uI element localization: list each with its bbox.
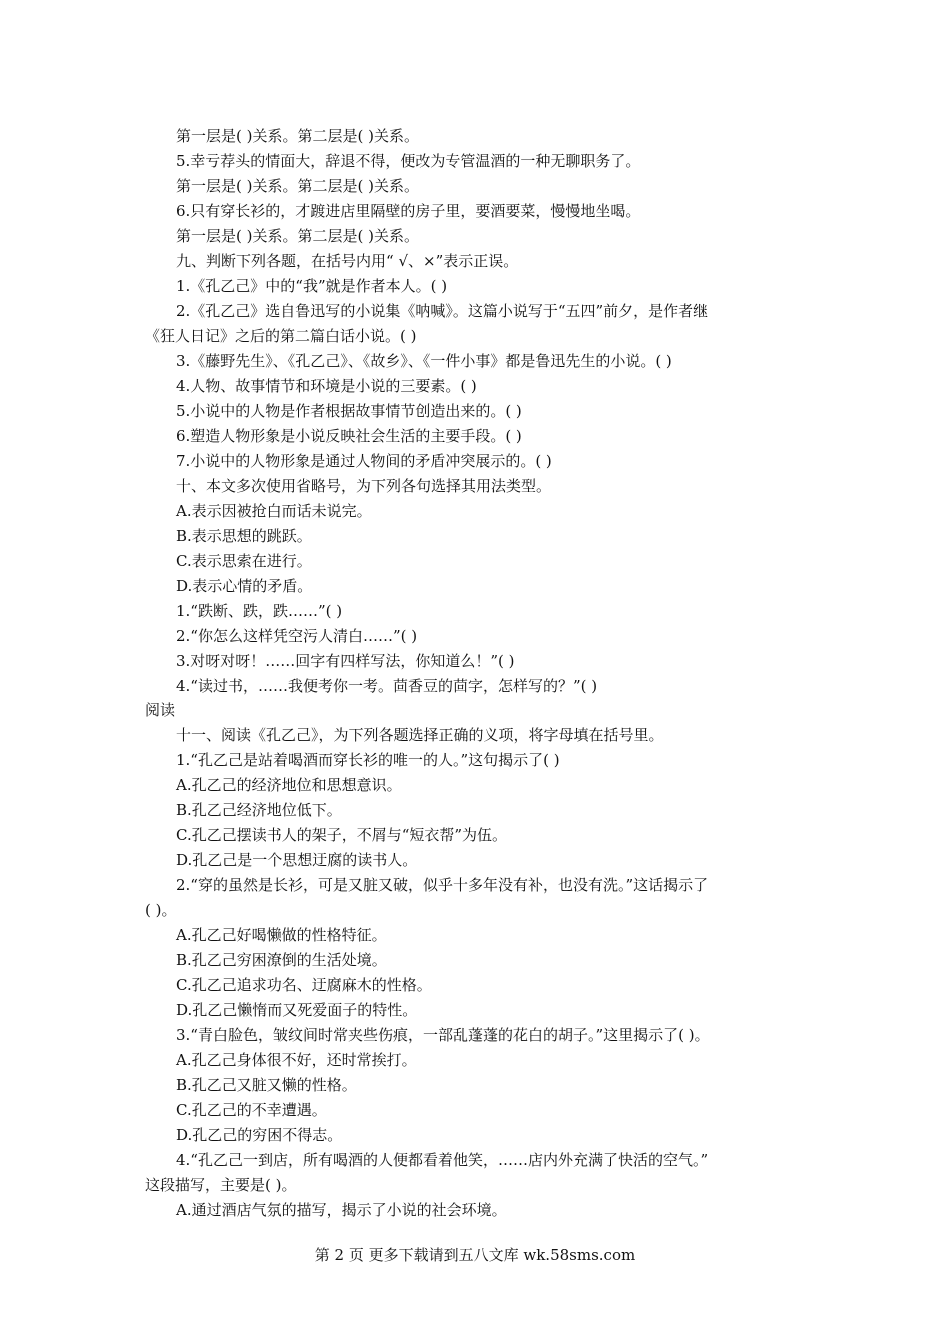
section-heading: 十、本文多次使用省略号，为下列各句选择其用法类型。 [176, 477, 552, 495]
option-line: D.孔乙己的穷困不得志。 [176, 1126, 343, 1144]
option-line: D.表示心情的矛盾。 [176, 577, 313, 595]
option-line: C.表示思索在进行。 [176, 552, 312, 570]
text-line: 2.“穿的虽然是长衫，可是又脏又破，似乎十多年没有补，也没有洗。”这话揭示了 [176, 876, 709, 894]
text-line: 6.塑造人物形象是小说反映社会生活的主要手段。( ) [176, 427, 522, 445]
text-line: 第一层是( )关系。第二层是( )关系。 [176, 227, 419, 245]
text-line: 2.《孔乙己》选自鲁迅写的小说集《呐喊》。这篇小说写于“五四”前夕，是作者继 [176, 302, 709, 320]
option-line: A.通过酒店气氛的描写，揭示了小说的社会环境。 [176, 1201, 507, 1219]
section-title: 阅读 [145, 701, 176, 719]
text-line: 6.只有穿长衫的，才踱进店里隔壁的房子里，要酒要菜，慢慢地坐喝。 [176, 202, 641, 220]
option-line: A.孔乙己好喝懒做的性格特征。 [176, 926, 387, 944]
option-line: B.孔乙己经济地位低下。 [176, 801, 342, 819]
text-line: 2.“你怎么这样凭空污人清白……”( ) [176, 627, 418, 645]
text-line: 7.小说中的人物形象是通过人物间的矛盾冲突展示的。( ) [176, 452, 552, 470]
option-line: C.孔乙己的不幸遭遇。 [176, 1101, 327, 1119]
option-line: D.孔乙己是一个思想迂腐的读书人。 [176, 851, 418, 869]
option-line: B.孔乙己又脏又懒的性格。 [176, 1076, 357, 1094]
option-line: C.孔乙己追求功名、迂腐麻木的性格。 [176, 976, 432, 994]
text-line: 4.“读过书，……我便考你一考。茴香豆的茴字，怎样写的？”( ) [176, 677, 598, 695]
text-line: 3.对呀对呀！……回字有四样写法，你知道么！”( ) [176, 652, 515, 670]
section-heading: 十一、阅读《孔乙己》，为下列各题选择正确的义项，将字母填在括号里。 [176, 726, 664, 744]
option-line: B.表示思想的跳跃。 [176, 527, 312, 545]
text-line: 4.“孔乙己一到店，所有喝酒的人便都看着他笑，……店内外充满了快活的空气。” [176, 1151, 709, 1169]
text-line: 4.人物、故事情节和环境是小说的三要素。( ) [176, 377, 477, 395]
option-line: A.孔乙己身体很不好，还时常挨打。 [176, 1051, 417, 1069]
page-footer: 第 2 页 更多下载请到五八文库 wk.58sms.com [314, 1246, 636, 1264]
text-line: 1.《孔乙己》中的“我”就是作者本人。( ) [176, 277, 448, 295]
section-heading: 九、判断下列各题，在括号内用“ √、×”表示正误。 [176, 252, 519, 270]
text-line: 3.《藤野先生》、《孔乙己》、《故乡》、《一件小事》都是鲁迅先生的小说。( ) [176, 352, 672, 370]
option-line: A.孔乙己的经济地位和思想意识。 [176, 776, 402, 794]
text-line: 第一层是( )关系。第二层是( )关系。 [176, 127, 419, 145]
option-line: B.孔乙己穷困潦倒的生活处境。 [176, 951, 387, 969]
text-line: 《狂人日记》之后的第二篇白话小说。( ) [145, 327, 417, 345]
text-line: 5.幸亏荐头的情面大，辞退不得，便改为专管温酒的一种无聊职务了。 [176, 152, 641, 170]
text-line: 5.小说中的人物是作者根据故事情节创造出来的。( ) [176, 402, 522, 420]
option-line: D.孔乙己懒惰而又死爱面子的特性。 [176, 1001, 418, 1019]
text-line: 3.“青白脸色，皱纹间时常夹些伤痕，一部乱蓬蓬的花白的胡子。”这里揭示了( )。 [176, 1026, 710, 1044]
text-line: 1.“跌断、跌，跌……”( ) [176, 602, 343, 620]
option-line: C.孔乙己摆读书人的架子，不屑与“短衣帮”为伍。 [176, 826, 508, 844]
text-line: 这段描写，主要是( )。 [145, 1176, 297, 1194]
option-line: A.表示因被抢白而话未说完。 [176, 502, 372, 520]
text-line: 1.“孔乙己是站着喝酒而穿长衫的唯一的人。”这句揭示了( ) [176, 751, 560, 769]
text-line: ( )。 [145, 901, 177, 919]
text-line: 第一层是( )关系。第二层是( )关系。 [176, 177, 419, 195]
